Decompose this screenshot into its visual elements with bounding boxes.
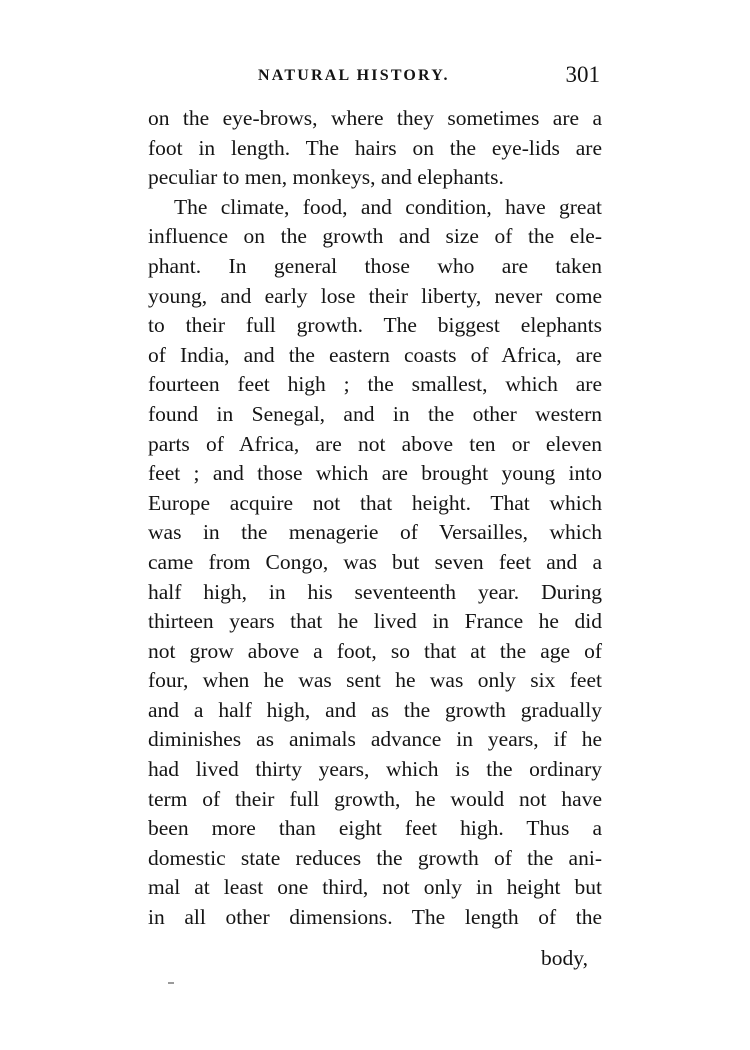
page-number: 301 (565, 62, 600, 87)
text-line: The climate, food, and condition, have great (174, 194, 602, 219)
text-line: came from Congo, was but seven feet and a (148, 549, 602, 574)
page-header (150, 62, 600, 92)
text-line: four, when he was sent he was only six feet (148, 668, 602, 693)
text-line: was in the menagerie of Versailles, which (148, 520, 602, 545)
text-line: to their full growth. The biggest elephants (148, 313, 602, 338)
text-line: found in Senegal, and in the other western (148, 401, 602, 426)
text-line: fourteen feet high ; the smallest, which are (148, 372, 602, 397)
text-line: mal at least one third, not only in height but (148, 875, 602, 900)
text-line: term of their full growth, he would not have (148, 786, 602, 811)
print-speck (168, 982, 174, 984)
text-line: thirteen years that he lived in France he did (148, 609, 602, 634)
body-text (148, 104, 602, 933)
text-line: of India, and the eastern coasts of Africa, are (148, 342, 602, 367)
text-line: parts of Africa, are not above ten or eleven (148, 431, 602, 456)
text-line: foot in length. The hairs on the eye-lids are (148, 135, 602, 160)
text-line: half high, in his seventeenth year. During (148, 579, 602, 604)
text-line: peculiar to men, monkeys, and elephants. (148, 165, 504, 190)
text-line: not grow above a foot, so that at the age of (148, 638, 602, 663)
text-line: been more than eight feet high. Thus a (148, 816, 602, 841)
text-line: diminishes as animals advance in years, if he (148, 727, 602, 752)
text-line: and a half high, and as the growth gradually (148, 697, 602, 722)
text-line: phant. In general those who are taken (148, 253, 602, 278)
text-line: domestic state reduces the growth of the ani- (148, 845, 602, 870)
text-line: in all other dimensions. The length of the (148, 905, 602, 930)
text-line: Europe acquire not that height. That which (148, 490, 602, 515)
text-line: feet ; and those which are brought young into (148, 461, 602, 486)
running-head: NATURAL HISTORY. (258, 67, 450, 84)
catchword: body, (541, 946, 588, 970)
text-line: on the eye-brows, where they sometimes are a (148, 106, 602, 130)
text-line: had lived thirty years, which is the ordinary (148, 757, 602, 782)
text-line: young, and early lose their liberty, never come (148, 283, 602, 308)
text-line: influence on the growth and size of the ele- (148, 224, 602, 249)
